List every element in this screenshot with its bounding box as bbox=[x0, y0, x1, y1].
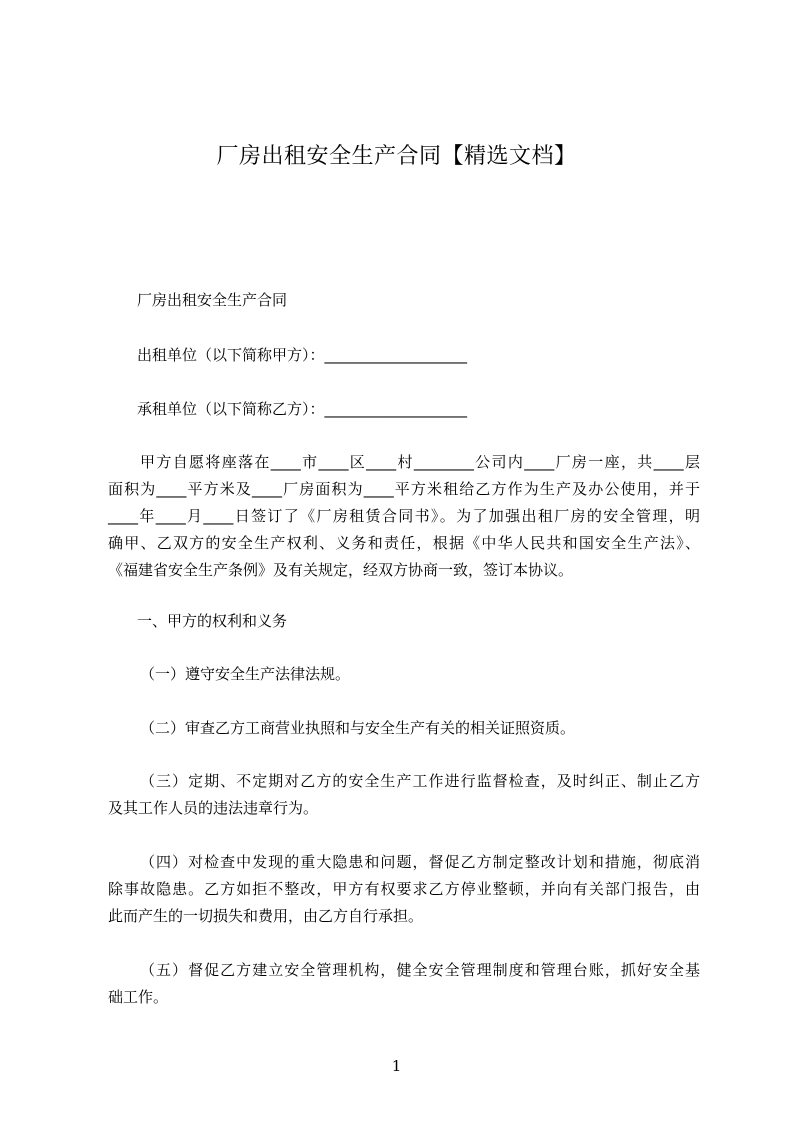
lessee-line: 承租单位（以下简称乙方）：___________________ bbox=[137, 400, 468, 418]
preamble-line: 确甲、乙双方的安全生产权利、义务和责任，根据《中华人民共和国安全生产法》、 bbox=[108, 534, 700, 552]
lessor-line: 出租单位（以下简称甲方）：___________________ bbox=[137, 346, 468, 364]
preamble-line: 面积为____平方米及____厂房面积为____平方米租给乙方作为生产及办公使用，并于 bbox=[108, 480, 700, 498]
section-heading: 一、甲方的权利和义务 bbox=[137, 612, 288, 630]
clause-item: （四）对检查中发现的重大隐患和问题，督促乙方制定整改计划和措施，彻底消 bbox=[140, 853, 700, 871]
page-number: 1 bbox=[391, 1057, 402, 1075]
document-title: 厂房出租安全生产合同【精选文档】 bbox=[216, 144, 577, 169]
clause-item: 础工作。 bbox=[108, 988, 169, 1006]
clause-item: 及其工作人员的违法违章行为。 bbox=[108, 799, 319, 817]
preamble-line: ____年____月____日签订了《厂房租赁合同书》。为了加强出租厂房的安全管理，明 bbox=[108, 507, 700, 525]
clause-item: 除事故隐患。乙方如拒不整改，甲方有权要求乙方停业整顿，并向有关部门报告，由 bbox=[108, 880, 700, 898]
contract-subtitle: 厂房出租安全生产合同 bbox=[137, 291, 288, 309]
clause-item: （二）审查乙方工商营业执照和与安全生产有关的相关证照资质。 bbox=[140, 719, 576, 737]
preamble-line: 甲方自愿将座落在____市____区____村________公司内____厂房一座，共____层 bbox=[140, 453, 700, 471]
clause-item: （一）遵守安全生产法律法规。 bbox=[140, 665, 351, 683]
clause-item: （五）督促乙方建立安全管理机构，健全安全管理制度和管理台账，抓好安全基 bbox=[140, 961, 700, 979]
clause-item: （三）定期、不定期对乙方的安全生产工作进行监督检查，及时纠正、制止乙方 bbox=[140, 772, 700, 790]
clause-item: 此而产生的一切损失和费用，由乙方自行承担。 bbox=[108, 907, 424, 925]
preamble-line: 《福建省安全生产条例》及有关规定，经双方协商一致，签订本协议。 bbox=[108, 561, 574, 579]
